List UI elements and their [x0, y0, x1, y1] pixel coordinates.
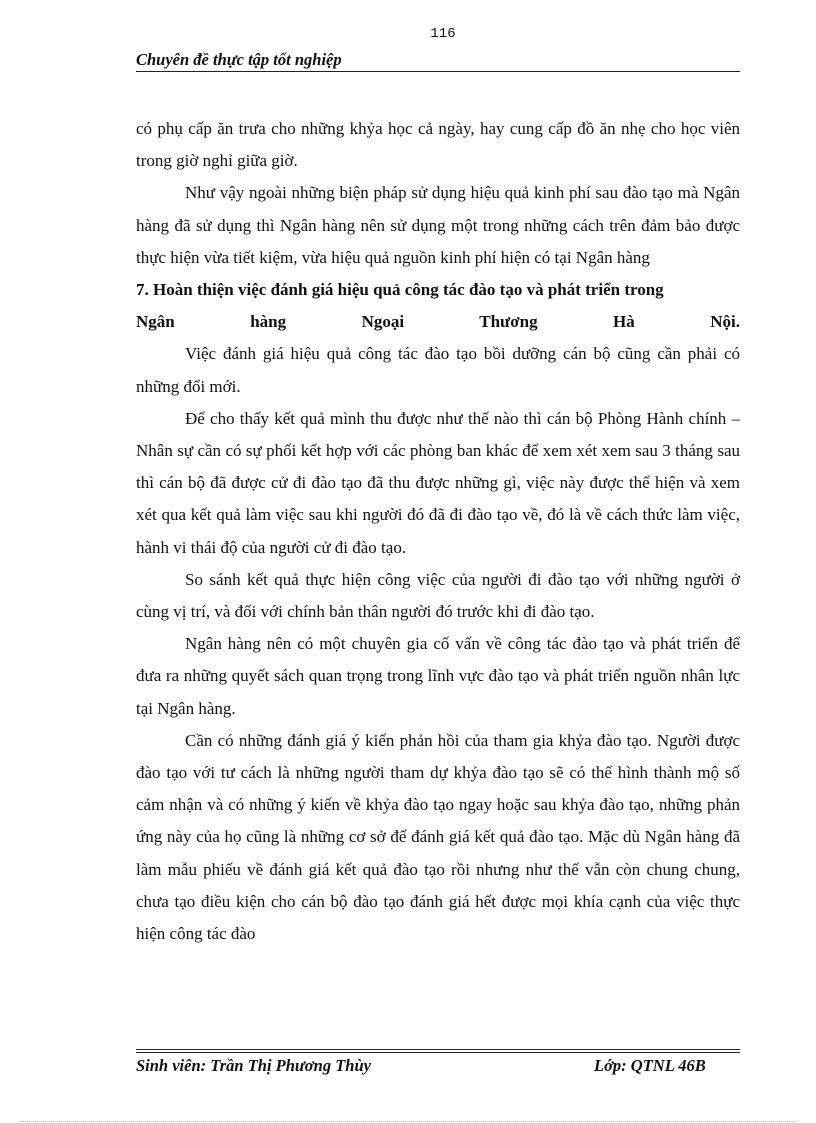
footer-rule-bottom	[136, 1052, 740, 1053]
paragraph-4: Để cho thấy kết quả mình thu được như thế nào thì cán bộ Phòng Hành chính – Nhân sự cần có sự phối kết hợp với các phòng ban khác để xem xét xem sau 3 tháng sau thì cán bộ đã được cử đi đào tạo đã thu được những gì, việc này được thể hiện và xem xét qua kết quả làm việc sau khi người đó đã đi đào tạo về, đó là về cách thức làm việc, hành vi thái độ của người cử đi đào tạo.	[136, 408, 740, 557]
paragraph-5: So sánh kết quả thực hiện công việc của người đi đào tạo với những người ở cùng vị trí, và đối với chính bản thân người đó trước khi đi đào tạo.	[136, 569, 740, 622]
page-edge	[20, 1121, 796, 1122]
paragraph-7: Cần có những đánh giá ý kiến phản hồi của tham gia khỷa đào tạo. Người được đào tạo với tư cách là những người tham dự khỷa đào tạo sẽ có thể hình thành mộ số cảm nhận và có những ý kiến về khỷa đào tạo ngay hoặc sau khỷa đào tạo, những phản ứng này của họ cũng là những cơ sở để đánh giá kết quả đào tạo. Mặc dù Ngân hàng đã làm mẫu phiếu về đánh giá kết quả đào tạo rồi nhưng như thế vẫn còn chung chung, chưa tạo điều kiện cho cán bộ đào tạo đánh giá hết được mọi khía cạnh của việc thực hiện công tác đào	[136, 730, 740, 944]
document-body	[136, 113, 740, 950]
paragraph-1: có phụ cấp ăn trưa cho những khỷa học cả ngày, hay cung cấp đồ ăn nhẹ cho học viên trong giờ nghỉ giữa giờ.	[136, 119, 740, 171]
section-heading-line-2: Ngân hàng Ngoại Thương Hà Nội.	[136, 312, 740, 332]
footer-rule-top	[136, 1049, 740, 1050]
footer-class: Lớp: QTNL 46B	[594, 1056, 706, 1075]
paragraph-2: Như vậy ngoài những biện pháp sử dụng hiệu quả kinh phí sau đào tạo mà Ngân hàng đã sử dụng thì Ngân hàng nên sử dụng một trong những cách trên đảm bảo được thực hiện vừa tiết kiệm, vừa hiệu quả nguồn kinh phí hiện có tại Ngân hàng	[136, 183, 740, 267]
header-title: Chuyên đề thực tập tốt nghiệp	[136, 50, 342, 69]
footer-student-name: Sinh viên: Trần Thị Phương Thùy	[136, 1056, 371, 1075]
page-number: 116	[430, 26, 456, 42]
header-rule	[136, 71, 740, 72]
paragraph-3: Việc đánh giá hiệu quả công tác đào tạo bồi dưỡng cán bộ cũng cần phải có những đổi mới.	[136, 344, 740, 396]
paragraph-6: Ngân hàng nên có một chuyên gia cố vấn về công tác đào tạo và phát triển để đưa ra những quyết sách quan trọng trong lĩnh vực đào tạo và phát triển nguồn nhân lực tại Ngân hàng.	[136, 634, 740, 718]
section-heading-line-1: 7. Hoàn thiện việc đánh giá hiệu quả công tác đào tạo và phát triển trong	[136, 280, 664, 300]
